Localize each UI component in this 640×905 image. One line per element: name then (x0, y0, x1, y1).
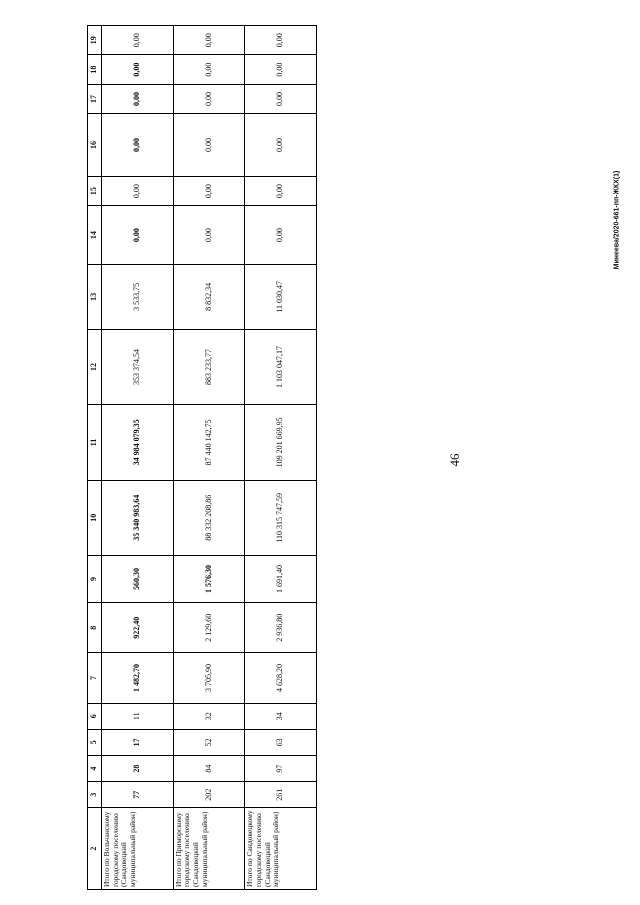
summary-table (87, 25, 317, 890)
row-name-cell: Итого по Вольчанскому городскому поселению (Сандовецкий муниципальный район) (102, 808, 174, 890)
value-cell: 3 705,90 (173, 653, 245, 703)
header-row (88, 26, 102, 890)
table-row (173, 26, 245, 890)
document-code: Минеева/2020-661-пп-ЖКХ(1) (613, 170, 621, 270)
value-cell: 0,00 (173, 176, 245, 205)
value-cell: 1 103 047,17 (245, 329, 317, 404)
value-cell: 0,00 (102, 206, 174, 265)
col-header: 15 (88, 176, 102, 205)
value-cell: 0,00 (245, 55, 317, 84)
value-cell: 109 201 669,95 (245, 405, 317, 480)
value-cell: 0,00 (173, 114, 245, 177)
value-cell: 560,30 (102, 555, 174, 602)
row-name-cell: Итого по Приморскому городскому поселению (Сандовецкий муниципальный район) (173, 808, 245, 890)
value-cell: 0,00 (245, 206, 317, 265)
col-header: 3 (88, 782, 102, 808)
value-cell: 0,00 (102, 176, 174, 205)
col-header: 12 (88, 329, 102, 404)
value-cell: 3 533,75 (102, 264, 174, 329)
col-header: 10 (88, 480, 102, 555)
col-header: 9 (88, 555, 102, 602)
value-cell: 922,40 (102, 603, 174, 653)
value-cell: 35 340 983,64 (102, 480, 174, 555)
value-cell: 97 (245, 755, 317, 781)
col-header: 18 (88, 55, 102, 84)
col-header: 13 (88, 264, 102, 329)
col-header: 16 (88, 114, 102, 177)
value-cell: 0,00 (173, 26, 245, 55)
value-cell: 17 (102, 729, 174, 755)
col-header: 17 (88, 84, 102, 113)
col-header: 19 (88, 26, 102, 55)
value-cell: 0,00 (173, 55, 245, 84)
value-cell: 11 030,47 (245, 264, 317, 329)
page-number: 46 (447, 453, 462, 467)
col-header: 2 (88, 808, 102, 890)
value-cell: 0,00 (102, 55, 174, 84)
value-cell: 77 (102, 782, 174, 808)
value-cell: 52 (173, 729, 245, 755)
value-cell: 110 315 747,59 (245, 480, 317, 555)
rotated-table-frame (87, 25, 317, 890)
value-cell: 11 (102, 703, 174, 729)
value-cell: 202 (173, 782, 245, 808)
value-cell: 28 (102, 755, 174, 781)
value-cell: 0,00 (245, 176, 317, 205)
value-cell: 0,00 (102, 26, 174, 55)
value-cell: 0,00 (102, 84, 174, 113)
row-name-cell: Итого по Сандовецкому городскому поселению (Сандовецкий муниципальный район) (245, 808, 317, 890)
value-cell: 34 984 079,35 (102, 405, 174, 480)
value-cell: 1 691,40 (245, 555, 317, 602)
value-cell: 63 (245, 729, 317, 755)
value-cell: 8 832,34 (173, 264, 245, 329)
col-header: 7 (88, 653, 102, 703)
value-cell: 32 (173, 703, 245, 729)
table-row (245, 26, 317, 890)
value-cell: 0,00 (173, 206, 245, 265)
col-header: 14 (88, 206, 102, 265)
value-cell: 2 936,80 (245, 603, 317, 653)
value-cell: 0,00 (173, 84, 245, 113)
value-cell: 88 332 208,86 (173, 480, 245, 555)
value-cell: 0,00 (245, 114, 317, 177)
value-cell: 0,00 (102, 114, 174, 177)
value-cell: 1 482,70 (102, 653, 174, 703)
col-header: 5 (88, 729, 102, 755)
value-cell: 0,00 (245, 26, 317, 55)
table-row (102, 26, 174, 890)
col-header: 6 (88, 703, 102, 729)
value-cell: 4 628,20 (245, 653, 317, 703)
value-cell: 2 129,60 (173, 603, 245, 653)
col-header: 4 (88, 755, 102, 781)
col-header: 8 (88, 603, 102, 653)
value-cell: 0,00 (245, 84, 317, 113)
value-cell: 353 374,54 (102, 329, 174, 404)
value-cell: 87 440 142,75 (173, 405, 245, 480)
value-cell: 84 (173, 755, 245, 781)
value-cell: 261 (245, 782, 317, 808)
value-cell: 883 233,77 (173, 329, 245, 404)
value-cell: 1 576,30 (173, 555, 245, 602)
col-header: 11 (88, 405, 102, 480)
value-cell: 34 (245, 703, 317, 729)
